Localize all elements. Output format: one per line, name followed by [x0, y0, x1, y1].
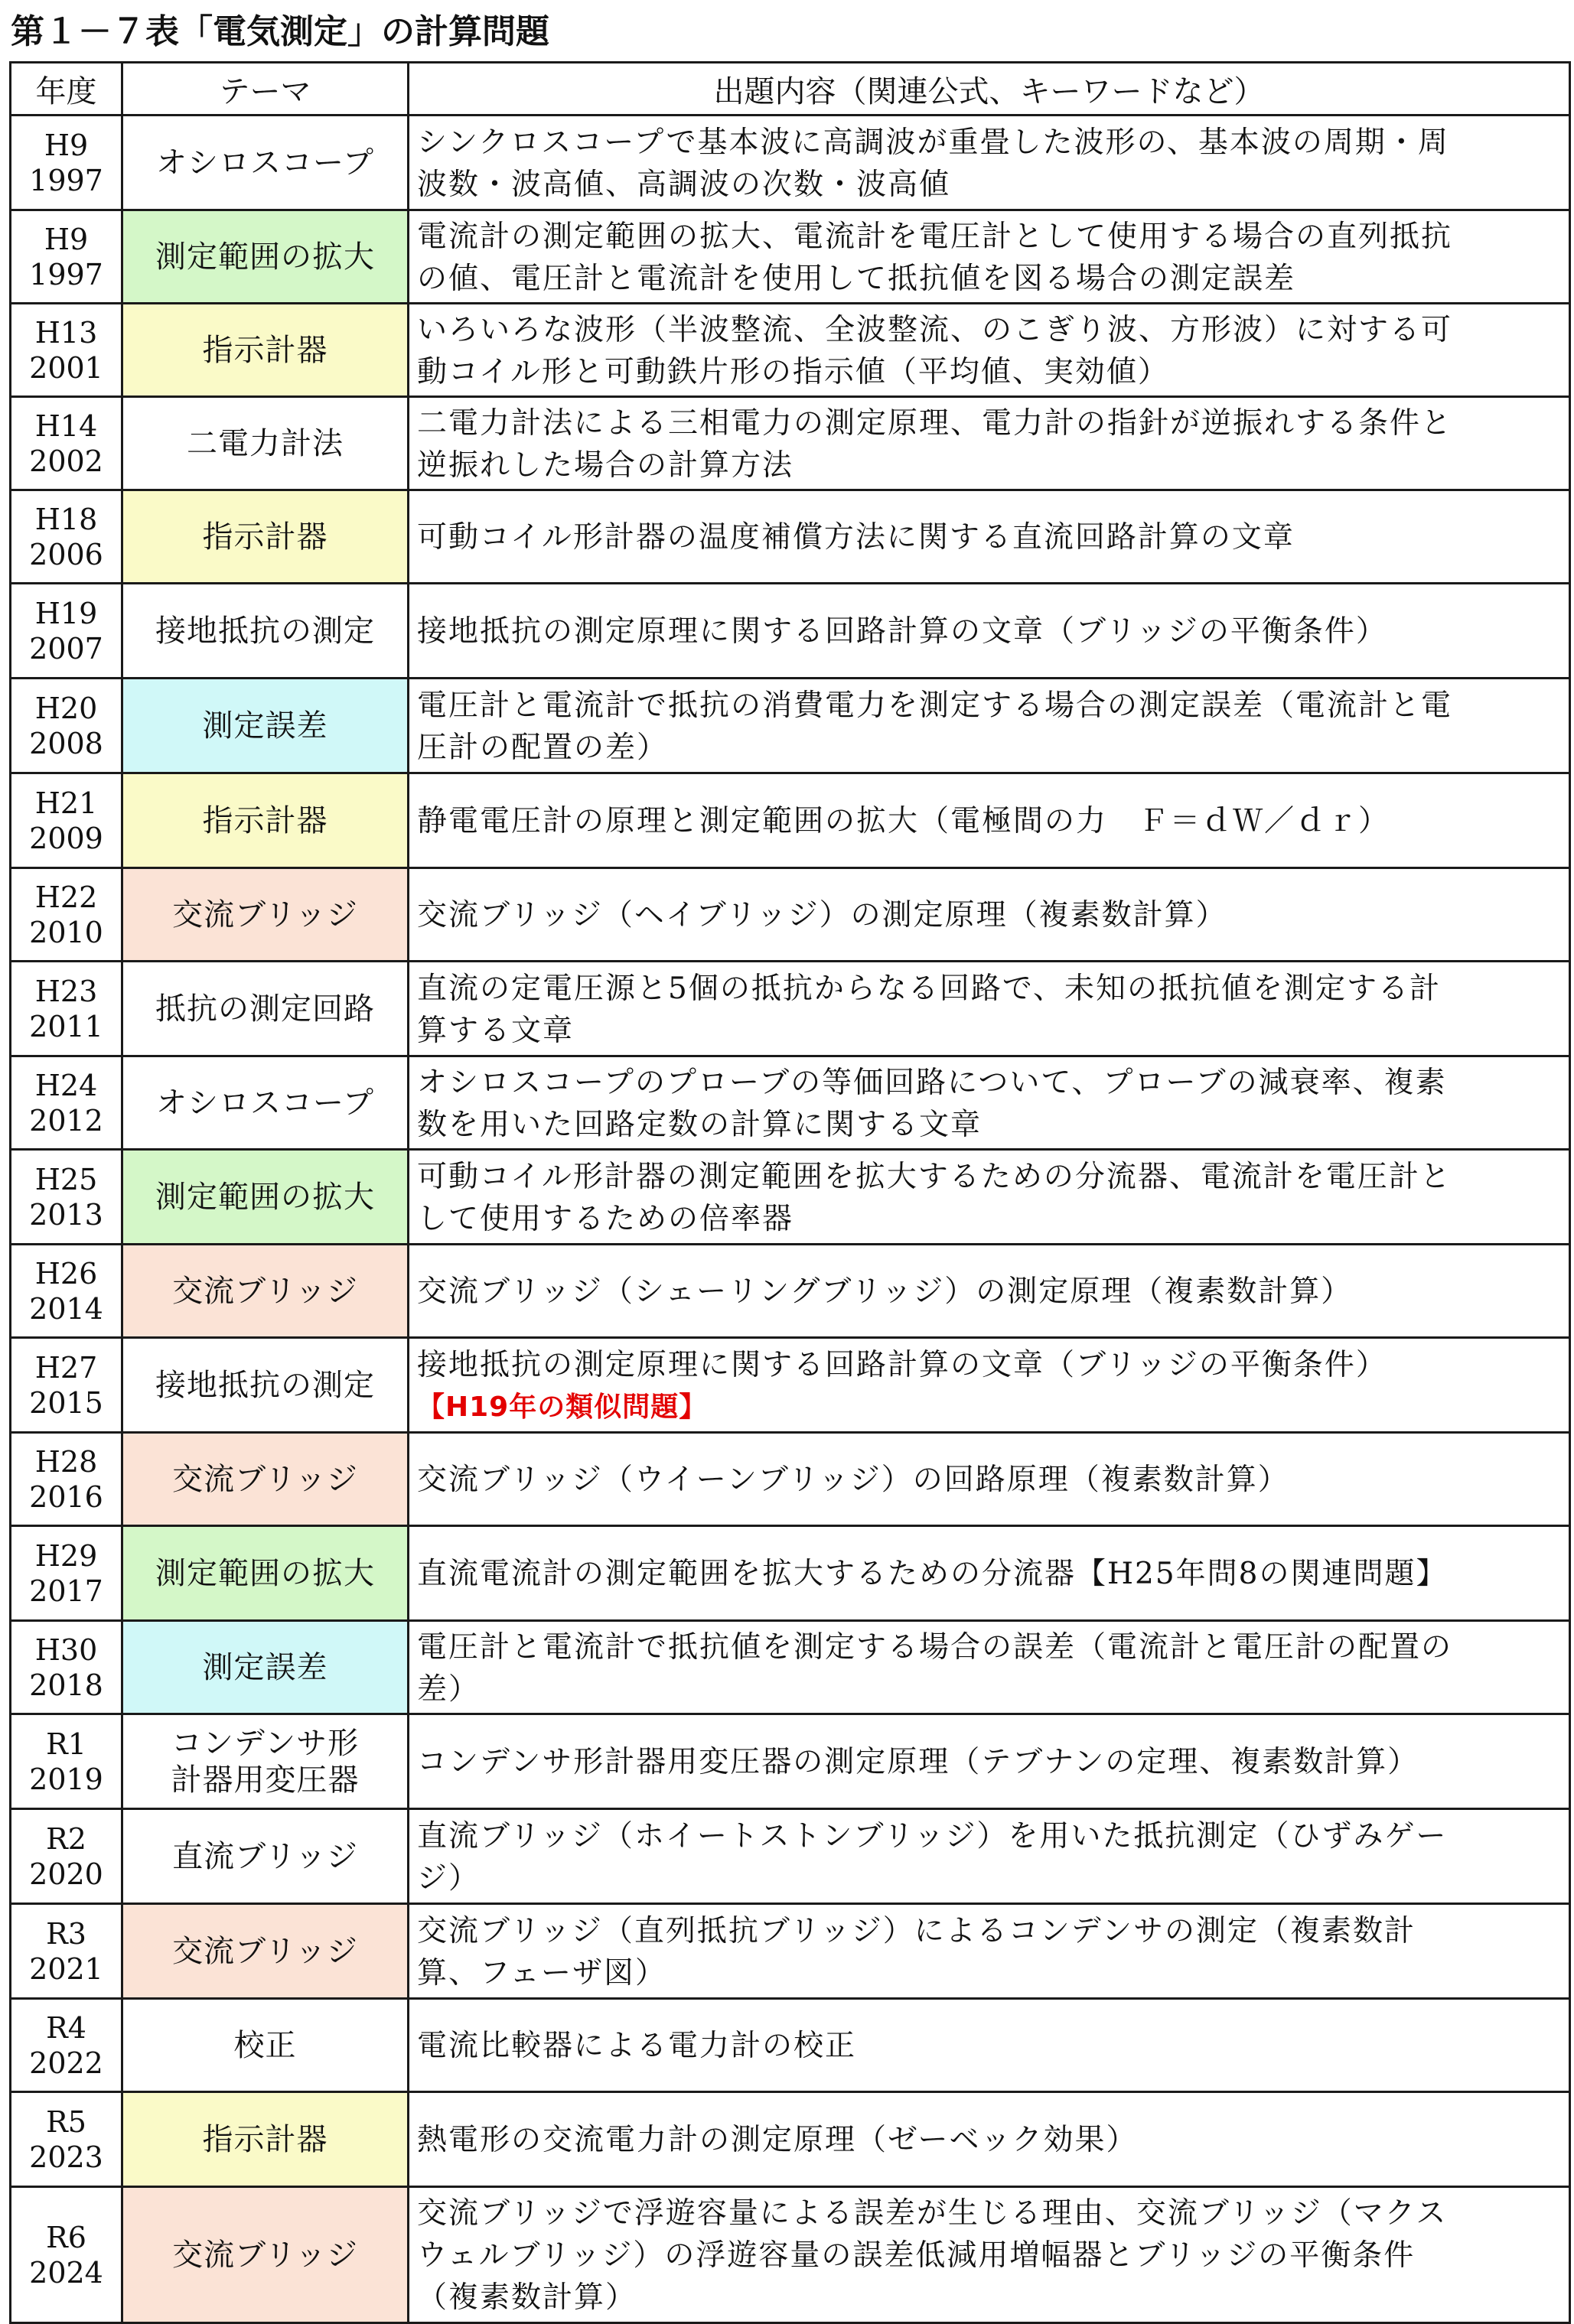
year-cell: [11, 868, 122, 962]
theme-label: 二電力計法: [187, 425, 344, 461]
content-cell: [409, 584, 1570, 679]
theme-label: 計器用変圧器: [171, 1762, 360, 1798]
year-label: 2018: [29, 1668, 103, 1702]
year-cell: [11, 304, 122, 397]
theme-cell: [122, 1056, 409, 1150]
theme-cell: [122, 773, 409, 868]
content-cell: [409, 962, 1570, 1056]
year-cell: [11, 773, 122, 868]
era-label: H29: [34, 1538, 98, 1573]
content-cell: [409, 1621, 1570, 1714]
theme-label: 直流ブリッジ: [172, 1838, 358, 1874]
theme-cell: [122, 962, 409, 1056]
content-text: 電流計の測定範囲の拡大、電流計を電圧計として使用する場合の直列抵抗: [417, 219, 1453, 254]
content-cell: [409, 210, 1570, 304]
era-label: H9: [44, 222, 89, 256]
content-text: 交流ブリッジ（ウイーンブリッジ）の回路原理（複素数計算）: [417, 1463, 1289, 1497]
era-label: H26: [34, 1256, 98, 1291]
table-row: [11, 679, 1570, 773]
theme-label: 測定誤差: [202, 708, 328, 744]
content-cell: [409, 1245, 1570, 1338]
year-label: 2022: [29, 2046, 103, 2080]
era-label: H21: [34, 786, 98, 820]
theme-cell: [122, 1150, 409, 1245]
theme-label: 指示計器: [202, 332, 328, 368]
year-cell: [11, 679, 122, 773]
year-label: 2015: [29, 1385, 103, 1420]
theme-cell: [122, 397, 409, 490]
theme-cell: [122, 1621, 409, 1714]
content-cell: [409, 1999, 1570, 2092]
theme-cell: [122, 1245, 409, 1338]
content-text: オシロスコープのプローブの等価回路について、プローブの減衰率、複素: [417, 1065, 1447, 1100]
year-label: 2020: [29, 1857, 103, 1891]
theme-label: 交流ブリッジ: [172, 2237, 358, 2273]
year-cell: [11, 1433, 122, 1526]
era-label: R3: [46, 1916, 86, 1951]
theme-label: 交流ブリッジ: [172, 1933, 358, 1969]
content-text: 交流ブリッジで浮遊容量による誤差が生じる理由、交流ブリッジ（マクス: [417, 2196, 1448, 2231]
table-row: [11, 490, 1570, 584]
content-text: 静電電圧計の原理と測定範囲の拡大（電極間の力 Ｆ＝ｄＷ／ｄｒ）: [417, 804, 1390, 838]
content-text: 圧計の配置の差）: [417, 730, 669, 765]
theme-label: 測定範囲の拡大: [155, 1179, 375, 1215]
table-row: [11, 1433, 1570, 1526]
theme-label: 測定範囲の拡大: [155, 1555, 375, 1591]
theme-label: オシロスコープ: [156, 145, 374, 181]
theme-cell: [122, 490, 409, 584]
similar-problem-note: 【H19年の類似問題】: [417, 1391, 708, 1423]
table-row: [11, 397, 1570, 490]
year-cell: [11, 1999, 122, 2092]
theme-label: 接地抵抗の測定: [155, 613, 375, 649]
content-text: 波数・波高値、高調波の次数・波高値: [417, 167, 951, 202]
year-label: 2011: [29, 1009, 103, 1043]
content-text: 逆振れした場合の計算方法: [417, 448, 794, 483]
content-text: （複素数計算）: [417, 2280, 637, 2315]
table-row: [11, 1904, 1570, 1999]
theme-cell: [122, 1338, 409, 1433]
theme-cell: [122, 304, 409, 397]
era-label: R5: [46, 2104, 86, 2139]
table-row: [11, 1338, 1570, 1433]
content-cell: [409, 868, 1570, 962]
era-label: R1: [46, 1727, 86, 1761]
theme-label: 指示計器: [202, 519, 328, 555]
content-cell: [409, 1904, 1570, 1999]
header-content: 出題内容（関連公式、キーワードなど）: [409, 63, 1570, 116]
content-cell: [409, 1714, 1570, 1809]
era-label: H30: [34, 1632, 98, 1667]
table-row: [11, 1621, 1570, 1714]
table-row: [11, 2187, 1570, 2323]
theme-label: 指示計器: [202, 802, 328, 838]
era-label: R2: [46, 1821, 86, 1856]
content-text: 直流ブリッジ（ホイートストンブリッジ）を用いた抵抗測定（ひずみゲー: [417, 1818, 1448, 1854]
year-cell: [11, 2092, 122, 2187]
year-label: 1997: [29, 257, 103, 291]
content-text: 動コイル形と可動鉄片形の指示値（平均値、実効値）: [417, 354, 1169, 389]
year-label: 2010: [29, 915, 103, 949]
year-cell: [11, 1338, 122, 1433]
content-text: 電流比較器による電力計の校正: [417, 2029, 857, 2063]
table-row: [11, 210, 1570, 304]
page-title: 第１－７表「電気測定」の計算問題: [11, 12, 549, 51]
content-cell: [409, 304, 1570, 397]
table-row: [11, 2092, 1570, 2187]
theme-cell: [122, 679, 409, 773]
content-cell: [409, 1809, 1570, 1904]
era-label: H23: [34, 974, 98, 1008]
year-label: 1997: [29, 163, 103, 197]
era-label: H28: [34, 1444, 98, 1479]
content-text: 可動コイル形計器の温度補償方法に関する直流回路計算の文章: [417, 520, 1295, 555]
year-label: 2009: [29, 821, 103, 855]
theme-label: オシロスコープ: [156, 1085, 374, 1121]
theme-cell: [122, 1809, 409, 1904]
table-row: [11, 1809, 1570, 1904]
content-text: 熱電形の交流電力計の測定原理（ゼーベック効果）: [417, 2123, 1138, 2157]
era-label: R4: [46, 2010, 86, 2045]
year-label: 2024: [29, 2255, 103, 2290]
table-row: [11, 868, 1570, 962]
era-label: H14: [34, 408, 98, 443]
year-label: 2006: [29, 537, 103, 571]
content-cell: [409, 1150, 1570, 1245]
theme-label: コンデンサ形: [171, 1725, 360, 1761]
era-label: H22: [34, 880, 98, 914]
year-label: 2008: [29, 726, 103, 760]
theme-cell: [122, 1526, 409, 1621]
content-text: 二電力計法による三相電力の測定原理、電力計の指針が逆振れする条件と: [417, 405, 1453, 441]
era-label: H20: [34, 691, 98, 725]
content-cell: [409, 2092, 1570, 2187]
year-cell: [11, 397, 122, 490]
year-cell: [11, 1809, 122, 1904]
theme-cell: [122, 584, 409, 679]
exam-topics-table: [9, 61, 1571, 2324]
year-cell: [11, 2187, 122, 2323]
theme-label: 測定誤差: [202, 1649, 328, 1685]
table-row: [11, 1999, 1570, 2092]
content-cell: [409, 1433, 1570, 1526]
theme-label: 抵抗の測定回路: [155, 991, 375, 1027]
content-text: 接地抵抗の測定原理に関する回路計算の文章（ブリッジの平衡条件）: [417, 1347, 1387, 1382]
year-cell: [11, 1056, 122, 1150]
theme-label: 接地抵抗の測定: [155, 1367, 375, 1403]
content-text: 電圧計と電流計で抵抗の消費電力を測定する場合の測定誤差（電流計と電: [417, 688, 1453, 723]
content-text: コンデンサ形計器用変圧器の測定原理（テブナンの定理、複素数計算）: [417, 1745, 1419, 1779]
content-text: 接地抵抗の測定原理に関する回路計算の文章（ブリッジの平衡条件）: [417, 614, 1387, 649]
year-cell: [11, 490, 122, 584]
year-label: 2001: [29, 350, 103, 385]
theme-cell: [122, 868, 409, 962]
era-label: H25: [34, 1162, 98, 1196]
content-text: 数を用いた回路定数の計算に関する文章: [417, 1107, 983, 1142]
table-row: [11, 1056, 1570, 1150]
year-label: 2012: [29, 1103, 103, 1138]
year-cell: [11, 1904, 122, 1999]
year-label: 2014: [29, 1291, 103, 1326]
era-label: H19: [34, 596, 98, 630]
theme-label: 測定範囲の拡大: [155, 239, 375, 275]
content-cell: [409, 679, 1570, 773]
year-label: 2019: [29, 1762, 103, 1796]
table-row: [11, 1150, 1570, 1245]
content-cell: [409, 1526, 1570, 1621]
content-text: ジ）: [417, 1860, 481, 1896]
theme-cell: [122, 1999, 409, 2092]
theme-label: 校正: [233, 2027, 297, 2063]
year-cell: [11, 1526, 122, 1621]
content-text: 交流ブリッジ（ヘイブリッジ）の測定原理（複素数計算）: [417, 898, 1227, 933]
year-label: 2023: [29, 2140, 103, 2174]
table-row: [11, 962, 1570, 1056]
table-row: [11, 1714, 1570, 1809]
year-label: 2007: [29, 631, 103, 666]
content-text: 算する文章: [417, 1013, 575, 1048]
theme-cell: [122, 2092, 409, 2187]
era-label: H9: [44, 128, 89, 162]
content-text: いろいろな波形（半波整流、全波整流、のこぎり波、方形波）に対する可: [417, 312, 1453, 347]
header-row: [11, 63, 1570, 116]
year-cell: [11, 116, 122, 210]
year-label: 2017: [29, 1574, 103, 1608]
theme-cell: [122, 1433, 409, 1526]
theme-label: 指示計器: [202, 2121, 328, 2157]
year-label: 2016: [29, 1479, 103, 1514]
content-cell: [409, 490, 1570, 584]
theme-cell: [122, 116, 409, 210]
era-label: H27: [34, 1350, 98, 1385]
theme-label: 交流ブリッジ: [172, 1273, 358, 1309]
content-text: 直流電流計の測定範囲を拡大するための分流器【H25年問8の関連問題】: [417, 1557, 1448, 1591]
header-year: 年度: [11, 63, 122, 116]
table-row: [11, 116, 1570, 210]
year-label: 2013: [29, 1197, 103, 1232]
header-theme: テーマ: [122, 63, 409, 116]
content-text: 交流ブリッジ（直列抵抗ブリッジ）によるコンデンサの測定（複素数計: [417, 1913, 1416, 1948]
year-cell: [11, 1714, 122, 1809]
content-text: シンクロスコープで基本波に高調波が重畳した波形の、基本波の周期・周: [417, 125, 1449, 160]
era-label: H24: [34, 1068, 98, 1102]
content-cell: [409, 1338, 1570, 1433]
era-label: R6: [46, 2220, 86, 2254]
content-text: の値、電圧計と電流計を使用して抵抗値を図る場合の測定誤差: [417, 261, 1296, 296]
table-row: [11, 584, 1570, 679]
year-label: 2021: [29, 1951, 103, 1986]
content-text: 交流ブリッジ（シェーリングブリッジ）の測定原理（複素数計算）: [417, 1274, 1353, 1309]
content-text: して使用するための倍率器: [417, 1201, 794, 1236]
year-cell: [11, 962, 122, 1056]
theme-cell: [122, 1714, 409, 1809]
table-row: [11, 1526, 1570, 1621]
era-label: H13: [34, 315, 98, 350]
content-cell: [409, 116, 1570, 210]
year-label: 2002: [29, 444, 103, 478]
era-label: H18: [34, 502, 98, 536]
theme-cell: [122, 210, 409, 304]
table-row: [11, 304, 1570, 397]
content-text: 電圧計と電流計で抵抗値を測定する場合の誤差（電流計と電圧計の配置の: [417, 1629, 1453, 1665]
content-text: 直流の定電圧源と5個の抵抗からなる回路で、未知の抵抗値を測定する計: [417, 971, 1442, 1006]
table-row: [11, 773, 1570, 868]
content-cell: [409, 2187, 1570, 2323]
content-text: 算、フェーザ図）: [417, 1955, 667, 1990]
year-cell: [11, 1150, 122, 1245]
content-cell: [409, 397, 1570, 490]
theme-cell: [122, 1904, 409, 1999]
year-cell: [11, 584, 122, 679]
content-cell: [409, 773, 1570, 868]
year-cell: [11, 1621, 122, 1714]
table-row: [11, 1245, 1570, 1338]
content-cell: [409, 1056, 1570, 1150]
theme-label: 交流ブリッジ: [172, 897, 358, 933]
content-text: 差）: [417, 1671, 481, 1707]
theme-label: 交流ブリッジ: [172, 1461, 358, 1497]
content-text: 可動コイル形計器の測定範囲を拡大するための分流器、電流計を電圧計と: [417, 1159, 1452, 1194]
content-text: ウェルブリッジ）の浮遊容量の誤差低減用増幅器とブリッジの平衡条件: [417, 2238, 1416, 2273]
year-cell: [11, 210, 122, 304]
theme-cell: [122, 2187, 409, 2323]
year-cell: [11, 1245, 122, 1338]
